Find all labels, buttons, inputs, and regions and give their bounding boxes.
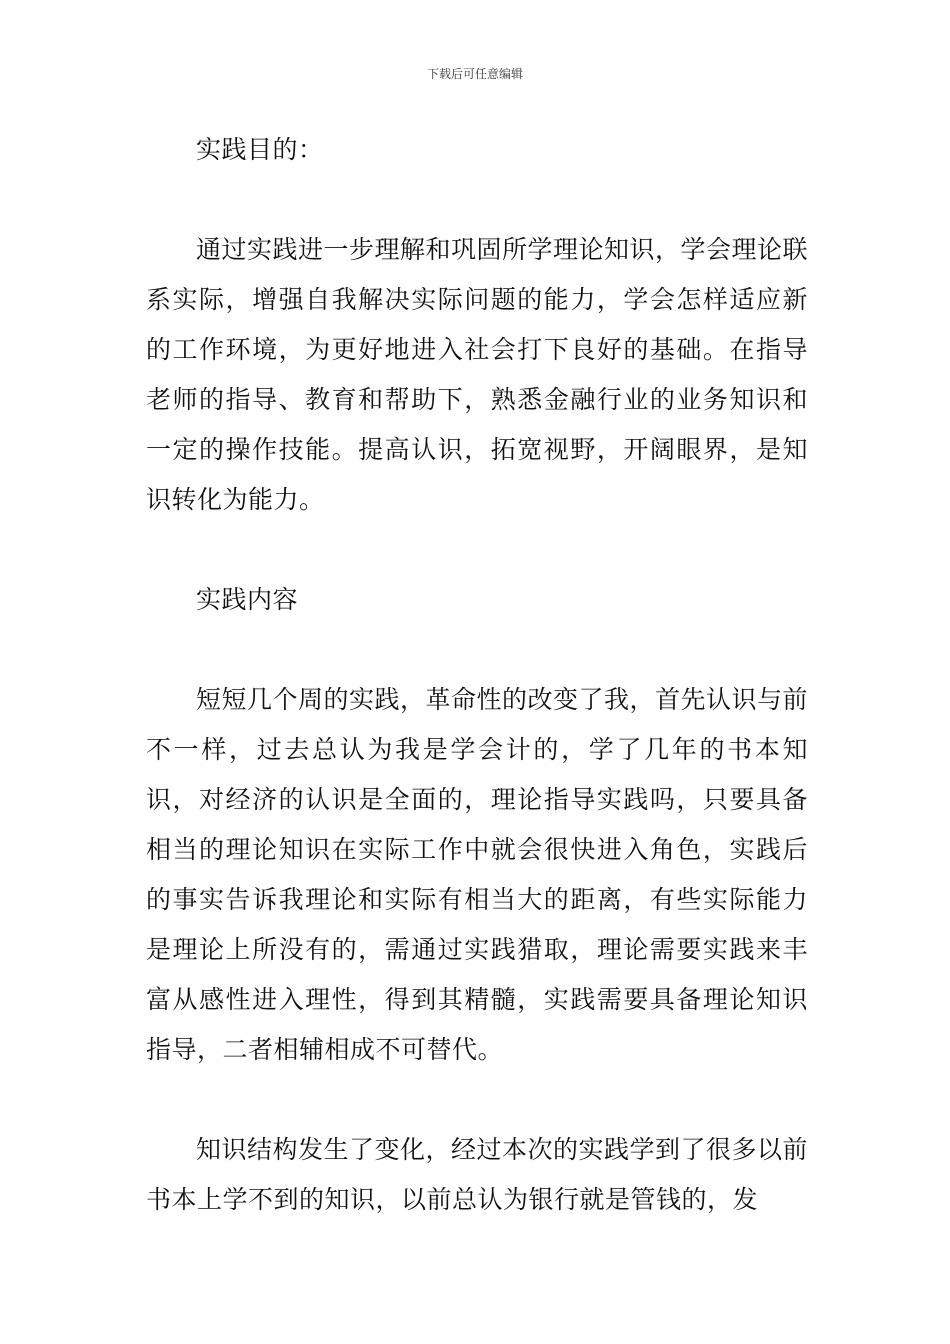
paragraph-purpose: 通过实践进一步理解和巩固所学理论知识，学会理论联系实际，增强自我解决实际问题的能力，学会怎样适应新的工作环境，为更好地进入社会打下良好的基础。在指导老师的指导、教育和帮助下，熟悉金融行业的业务知识和一定的操作技能。提高认识，拓宽视野，开阔眼界，是知识转化为能力。 <box>146 235 809 514</box>
section-body-purpose <box>146 225 808 525</box>
paragraph-content-1: 短短几个周的实践，革命性的改变了我，首先认识与前不一样，过去总认为我是学会计的，学了几年的书本知识，对经济的认识是全面的，理论指导实践吗，只要具备相当的理论知识在实际工作中就会很快进入角色，实践后的事实告诉我理论和实际有相当大的距离，有些实际能力是理论上所没有的，需通过实践猎取，理论需要实践来丰富从感性进入理性，得到其精髓，实践需要具备理论知识指导，二者相辅相成不可替代。 <box>146 685 809 1064</box>
section-heading-content: 实践内容 <box>196 585 299 614</box>
paragraph-content-2: 知识结构发生了变化，经过本次的实践学到了很多以前书本上学不到的知识，以前总认为银行就是管钱的，发 <box>146 1135 809 1214</box>
page-header: 下载后可任意编辑 <box>426 67 523 81</box>
section-body-content <box>146 675 808 1075</box>
section-body-content-continued <box>146 1125 808 1225</box>
section-heading-purpose: 实践目的： <box>196 135 324 164</box>
